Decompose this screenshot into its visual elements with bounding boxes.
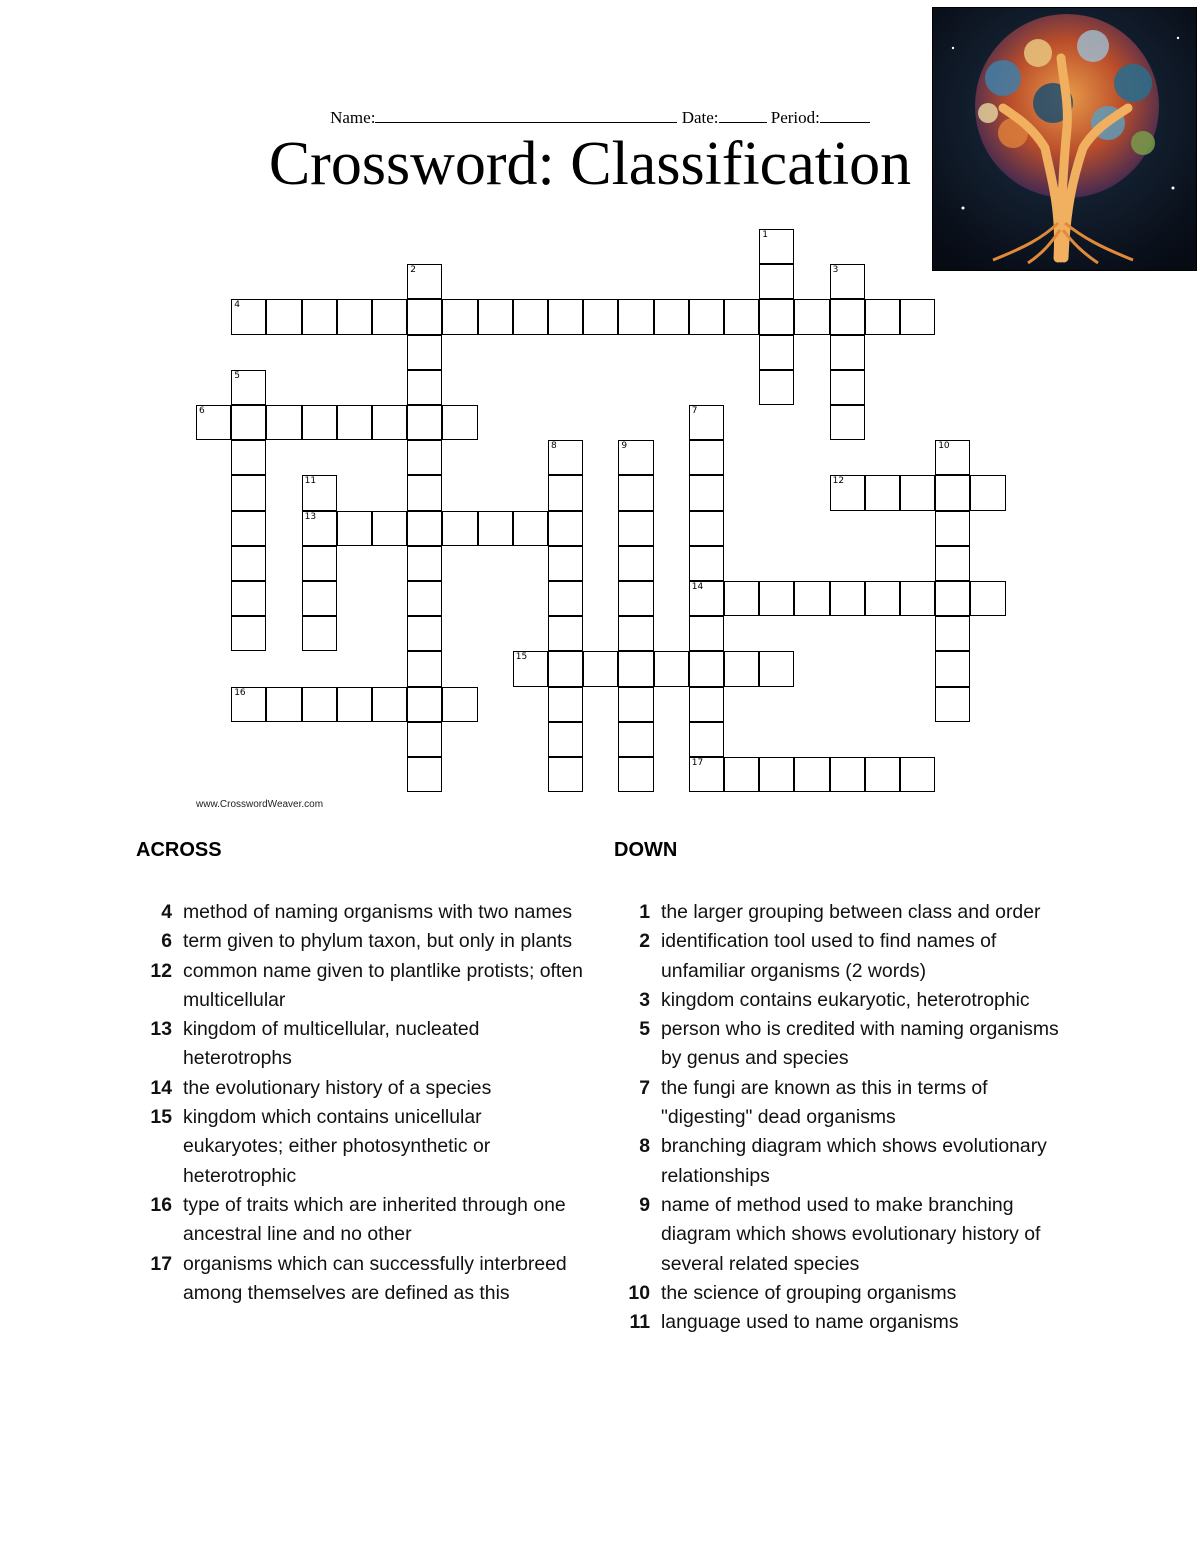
cell-number: 12 [832, 476, 845, 487]
cell-number: 16 [234, 687, 246, 698]
grid-cell[interactable] [935, 440, 970, 475]
grid-cell[interactable] [794, 581, 829, 616]
grid-cell[interactable] [935, 581, 970, 616]
grid-cell[interactable] [407, 687, 442, 722]
cell-number: 10 [938, 441, 950, 452]
grid-cell[interactable] [830, 581, 865, 616]
grid-cell[interactable] [759, 757, 794, 792]
grid-cell[interactable] [830, 299, 865, 334]
clue-number: 15 [150, 1106, 172, 1129]
grid-cell[interactable] [513, 511, 548, 546]
grid-cell[interactable] [231, 687, 266, 722]
cell-number: 5 [234, 370, 240, 381]
grid-cell[interactable] [618, 546, 653, 581]
grid-cell[interactable] [689, 616, 724, 651]
grid-cell[interactable] [548, 687, 583, 722]
clue-number: 2 [639, 930, 650, 953]
cell-number: 4 [234, 300, 240, 311]
clue-number: 13 [150, 1018, 172, 1041]
grid-cell[interactable] [830, 370, 865, 405]
down-clue [614, 1308, 1064, 1337]
clue-text: the larger grouping between class and order [661, 901, 1041, 923]
clue-number: 6 [161, 930, 172, 953]
grid-cell[interactable] [900, 299, 935, 334]
grid-cell[interactable] [724, 581, 759, 616]
grid-cell[interactable] [302, 475, 337, 510]
grid-cell[interactable] [302, 405, 337, 440]
grid-cell[interactable] [865, 581, 900, 616]
grid-cell[interactable] [935, 616, 970, 651]
down-heading: DOWN [614, 839, 678, 861]
grid-cell[interactable] [618, 581, 653, 616]
grid-cell[interactable] [337, 299, 372, 334]
grid-cell[interactable] [302, 581, 337, 616]
grid-cell[interactable] [865, 757, 900, 792]
clue-number: 4 [161, 901, 172, 923]
grid-cell[interactable] [759, 335, 794, 370]
down-clue [614, 1191, 1064, 1279]
grid-cell[interactable] [442, 299, 477, 334]
across-heading: ACROSS [136, 839, 222, 861]
clue-number: 1 [639, 901, 650, 923]
cell-number: 15 [515, 652, 528, 663]
grid-cell[interactable] [231, 581, 266, 616]
clue-text: method of naming organisms with two names [183, 901, 573, 923]
grid-cell[interactable] [407, 475, 442, 510]
grid-cell[interactable] [618, 757, 653, 792]
cell-number: 2 [410, 265, 416, 276]
grid-cell[interactable] [407, 722, 442, 757]
grid-cell[interactable] [513, 299, 548, 334]
grid-cell[interactable] [689, 475, 724, 510]
page-title: Crossword: Classification [268, 130, 912, 198]
clue-number: 3 [639, 988, 650, 1011]
clue-text: the science of grouping organisms [661, 1281, 957, 1304]
grid-cell[interactable] [548, 651, 583, 686]
grid-cell[interactable] [583, 299, 618, 334]
grid-cell[interactable] [407, 370, 442, 405]
grid-cell[interactable] [302, 687, 337, 722]
grid-cell[interactable] [689, 722, 724, 757]
period-label: Period: [770, 108, 820, 127]
grid-cell[interactable] [654, 299, 689, 334]
grid-cell[interactable] [372, 405, 407, 440]
grid-cell[interactable] [548, 757, 583, 792]
grid-cell[interactable] [724, 651, 759, 686]
clue-text: language used to name organisms [661, 1311, 959, 1334]
grid-cell[interactable] [266, 687, 301, 722]
grid-cell[interactable] [548, 616, 583, 651]
grid-cell[interactable] [337, 405, 372, 440]
down-clue [614, 898, 1064, 927]
grid-cell[interactable] [407, 616, 442, 651]
grid-cell[interactable] [548, 546, 583, 581]
grid-cell[interactable] [689, 511, 724, 546]
grid-cell[interactable] [865, 475, 900, 510]
down-clue [614, 927, 1064, 986]
grid-cell[interactable] [689, 581, 724, 616]
cell-number: 17 [691, 758, 704, 768]
grid-cell[interactable] [302, 546, 337, 581]
grid-cell[interactable] [618, 722, 653, 757]
grid-cell[interactable] [266, 405, 301, 440]
clue-number: 12 [150, 959, 172, 982]
grid-cell[interactable] [618, 651, 653, 686]
grid-cell[interactable] [794, 757, 829, 792]
grid-cell[interactable] [231, 546, 266, 581]
grid-cell[interactable] [231, 616, 266, 651]
grid-cell[interactable] [830, 475, 865, 510]
clue-text: branching diagram which shows evolutionary relationships [661, 1135, 1047, 1187]
grid-cell[interactable] [372, 511, 407, 546]
grid-cell[interactable] [407, 405, 442, 440]
clue-text: kingdom contains eukaryotic, heterotrophic [661, 988, 1030, 1011]
grid-cell[interactable] [231, 440, 266, 475]
grid-cell[interactable] [900, 757, 935, 792]
clue-text: common name given to plantlike protists; often multicellular [183, 959, 583, 1011]
grid-cell[interactable] [759, 581, 794, 616]
grid-cell[interactable] [794, 299, 829, 334]
grid-cell[interactable] [548, 440, 583, 475]
grid-cell[interactable] [759, 651, 794, 686]
clue-number: 9 [639, 1193, 650, 1216]
across-clue [136, 1074, 586, 1103]
grid-cell[interactable] [231, 405, 266, 440]
clue-text: the fungi are known as this in terms of "digesting" dead organisms [661, 1076, 988, 1129]
grid-cell[interactable] [935, 687, 970, 722]
grid-cell[interactable] [583, 651, 618, 686]
grid-cell[interactable] [618, 475, 653, 510]
clue-text: term given to phylum taxon, but only in plants [183, 930, 573, 953]
grid-cell[interactable] [935, 475, 970, 510]
across-clue [136, 957, 586, 1016]
grid-cell[interactable] [442, 511, 477, 546]
grid-cell[interactable] [231, 370, 266, 405]
clue-number: 16 [150, 1193, 172, 1216]
grid-cell[interactable] [724, 299, 759, 334]
clue-number: 14 [150, 1076, 172, 1099]
grid-cell[interactable] [337, 687, 372, 722]
grid-cell[interactable] [759, 264, 794, 299]
grid-cell[interactable] [548, 299, 583, 334]
clue-number: 17 [150, 1252, 172, 1275]
grid-cell[interactable] [830, 335, 865, 370]
clue-text: the evolutionary history of a species [183, 1076, 492, 1099]
cell-number: 6 [199, 406, 205, 416]
down-clue [614, 1279, 1064, 1308]
clue-text: organisms which can successfully interbreed among themselves are defined as this [183, 1252, 567, 1304]
grid-cell[interactable] [302, 616, 337, 651]
grid-cell[interactable] [759, 370, 794, 405]
grid-cell[interactable] [407, 440, 442, 475]
name-label: Name: [330, 108, 376, 127]
clue-text: person who is credited with naming organisms by genus and species [661, 1018, 1059, 1070]
grid-cell[interactable] [865, 299, 900, 334]
grid-cell[interactable] [231, 511, 266, 546]
grid-cell[interactable] [231, 299, 266, 334]
clue-number: 10 [628, 1281, 650, 1304]
grid-cell[interactable] [830, 264, 865, 299]
grid-cell[interactable] [266, 299, 301, 334]
grid-cell[interactable] [689, 299, 724, 334]
grid-cell[interactable] [302, 299, 337, 334]
across-clue [136, 1103, 586, 1191]
across-clue [136, 1191, 586, 1250]
clue-text: identification tool used to find names of unfamiliar organisms (2 words) [661, 930, 997, 982]
grid-cell[interactable] [407, 581, 442, 616]
grid-cell[interactable] [618, 440, 653, 475]
grid-cell[interactable] [970, 581, 1005, 616]
grid-cell[interactable] [689, 405, 724, 440]
down-clues [614, 838, 1064, 1337]
down-clue [614, 1074, 1064, 1133]
grid-cell[interactable] [337, 511, 372, 546]
grid-cell[interactable] [830, 405, 865, 440]
grid-cell[interactable] [548, 475, 583, 510]
across-clue [136, 898, 586, 927]
grid-cell[interactable] [372, 299, 407, 334]
across-clues [136, 838, 586, 1308]
grid-cell[interactable] [407, 299, 442, 334]
grid-cell[interactable] [407, 651, 442, 686]
clue-text: type of traits which are inherited through one ancestral line and no other [183, 1193, 566, 1246]
grid-cell[interactable] [759, 229, 794, 264]
grid-cell[interactable] [618, 616, 653, 651]
cell-number: 9 [621, 441, 628, 452]
grid-cell[interactable] [407, 757, 442, 792]
down-clue [614, 1015, 1064, 1074]
grid-cell[interactable] [196, 405, 231, 440]
grid-cell[interactable] [654, 651, 689, 686]
grid-cell[interactable] [900, 581, 935, 616]
credit-text: www.CrosswordWeaver.com [196, 799, 324, 810]
grid-cell[interactable] [935, 511, 970, 546]
clue-number: 7 [639, 1076, 650, 1099]
grid-cell[interactable] [407, 264, 442, 299]
grid-cell[interactable] [689, 546, 724, 581]
clue-number: 8 [639, 1135, 650, 1158]
grid-cell[interactable] [478, 511, 513, 546]
across-clue [136, 1015, 586, 1074]
grid-cell[interactable] [935, 651, 970, 686]
across-clue [136, 1250, 586, 1309]
grid-cell[interactable] [689, 440, 724, 475]
grid-cell[interactable] [759, 299, 794, 334]
grid-cell[interactable] [513, 651, 548, 686]
grid-cell[interactable] [689, 757, 724, 792]
grid-cell[interactable] [935, 546, 970, 581]
cell-number: 13 [304, 511, 317, 522]
grid-cell[interactable] [900, 475, 935, 510]
down-clue [614, 1132, 1064, 1191]
clue-number: 5 [639, 1018, 650, 1041]
grid-cell[interactable] [830, 757, 865, 792]
grid-cell[interactable] [618, 299, 653, 334]
grid-cell[interactable] [302, 511, 337, 546]
cell-number: 11 [304, 476, 317, 487]
grid-cell[interactable] [724, 757, 759, 792]
grid-cell[interactable] [372, 687, 407, 722]
cell-number: 14 [691, 582, 704, 592]
clue-number: 11 [629, 1311, 650, 1334]
clue-text: kingdom which contains unicellular eukaryotes; either photosynthetic or heterotrophic [183, 1106, 491, 1187]
grid-cell[interactable] [970, 475, 1005, 510]
grid-cell[interactable] [689, 687, 724, 722]
grid-cell[interactable] [548, 722, 583, 757]
grid-cell[interactable] [618, 511, 653, 546]
grid-cell[interactable] [407, 546, 442, 581]
grid-cell[interactable] [442, 687, 477, 722]
cell-number: 1 [762, 230, 768, 240]
grid-cell[interactable] [407, 335, 442, 370]
grid-cell[interactable] [689, 651, 724, 686]
across-clue [136, 927, 586, 956]
grid-cell[interactable] [618, 687, 653, 722]
cell-number: 8 [551, 441, 557, 452]
down-clue [614, 986, 1064, 1015]
cell-number: 7 [691, 406, 698, 416]
grid-cell[interactable] [478, 299, 513, 334]
grid-cell[interactable] [407, 511, 442, 546]
cell-number: 3 [832, 265, 839, 276]
grid-cell[interactable] [548, 511, 583, 546]
grid-cell[interactable] [548, 581, 583, 616]
clue-text: name of method used to make branching diagram which shows evolutionary history of several related species [661, 1193, 1041, 1275]
clue-text: kingdom of multicellular, nucleated heterotrophs [183, 1018, 480, 1070]
grid-cell[interactable] [231, 475, 266, 510]
date-label: Date: [681, 108, 719, 127]
grid-cell[interactable] [442, 405, 477, 440]
